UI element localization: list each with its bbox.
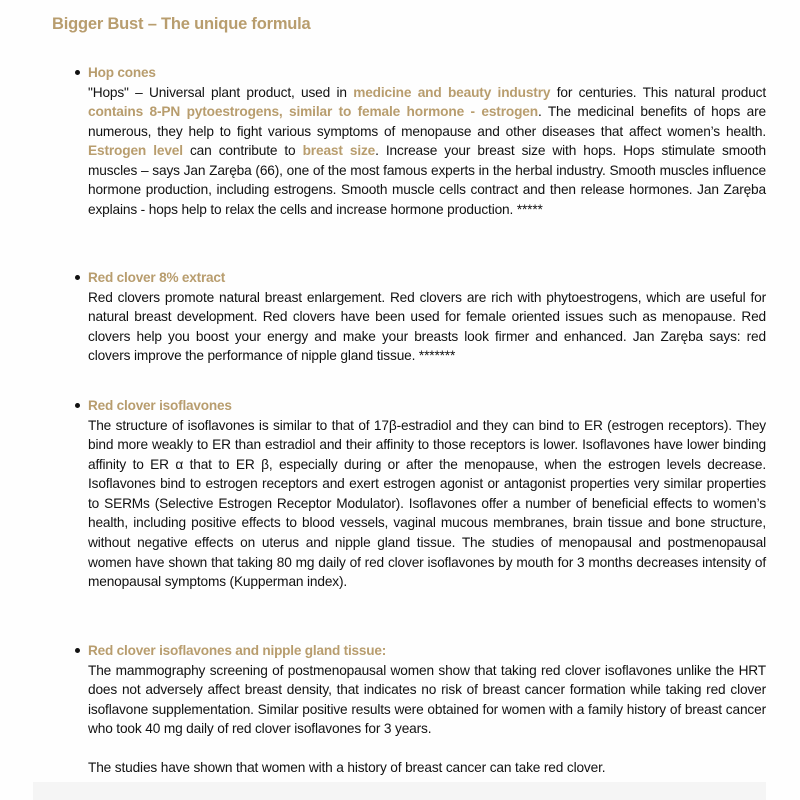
section-nipple-gland-tissue [88,641,766,777]
text-run: . Increase your breast size with hops. Hops stimulate smooth muscles – says Jan Zaręba (66), one of the most famous experts in the herbal industry. Smooth muscles influence hormone production, including estrogens. Smooth muscle cells contract and then release hormones. Jan Zaręba explains - hops help to relax the cells and increase hormone production. ***** [88,143,766,218]
section-heading: Red clover 8% extract [88,270,226,285]
section-hop-cones [88,63,766,220]
section-paragraph: The mammography screening of postmenopausal women show that taking red clover isoflavones unlike the HRT does not adversely affect breast density, that indicates no risk of breast cancer formation while taking red clover isoflavone supplementation. Similar positive results were obtained for women with a family history of breast cancer who took 40 mg daily of red clover isoflavones for 3 years. [88,662,766,737]
bullet-icon [75,648,80,653]
text-run: for centuries. This natural product [550,84,766,100]
highlight-text: Estrogen level [88,143,183,159]
text-run: "Hops" – Universal plant product, used in [88,84,354,100]
page-title: Bigger Bust – The unique formula [52,15,311,33]
closing-paragraph: The studies have shown that women with a history of breast cancer can take red clover. [88,759,606,775]
section-paragraph: The structure of isoflavones is similar to that of 17β-estradiol and they can bind to ER (estrogen receptors). They bind more weakly to ER than estradiol and their affinity to those receptors is lower. Isoflavones have lower binding affinity to ER α that to ER β, especially during or after the menopause, when the estrogen levels decrease. Isoflavones bind to estrogen receptors and exert estrogen agonist or antagonist properties very similar properties to SERMs (Selective Estrogen Receptor Modulator). Isoflavones offer a number of beneficial effects to women’s health, including positive effects to blood vessels, vaginal mucous membranes, brain tissue and bone structure, without negative effects on uterus and nipple gland tissue. The studies of menopausal and postmenopausal women have shown that taking 80 mg daily of red clover isoflavones by mouth for 3 months decreases intensity of menopausal symptoms (Kupperman index). [88,417,766,590]
section-red-clover-isoflavones [88,396,766,592]
bullet-icon [75,403,80,408]
highlight-text: breast size [302,143,376,159]
section-heading: Hop cones [88,65,156,80]
text-run: can contribute to [182,143,303,159]
section-paragraph: Red clovers promote natural breast enlargement. Red clovers are rich with phytoestrogens, which are useful for natural breast development. Red clovers have been used for female oriented issues such as menopause. Red clovers help you boost your energy and make your breasts look firmer and enhanced. Jan Zaręba says: red clovers improve the performance of nipple gland tissue. ******* [88,289,766,364]
content-bottom-edge [33,782,766,800]
section-heading: Red clover isoflavones and nipple gland tissue: [88,643,387,658]
highlight-text: contains 8-PN pytoestrogens, similar to female hormone - estrogen [88,104,538,120]
bullet-icon [75,275,80,280]
section-heading: Red clover isoflavones [88,398,232,413]
text-run: . The medicinal benefits of hops are numerous, they help to fight various symptoms of menopause and other diseases that affect women’s health. [88,104,766,139]
highlight-text: medicine and beauty industry [353,84,551,100]
section-red-clover-extract [88,268,766,366]
bullet-icon [75,70,80,75]
section-paragraph [88,83,766,220]
